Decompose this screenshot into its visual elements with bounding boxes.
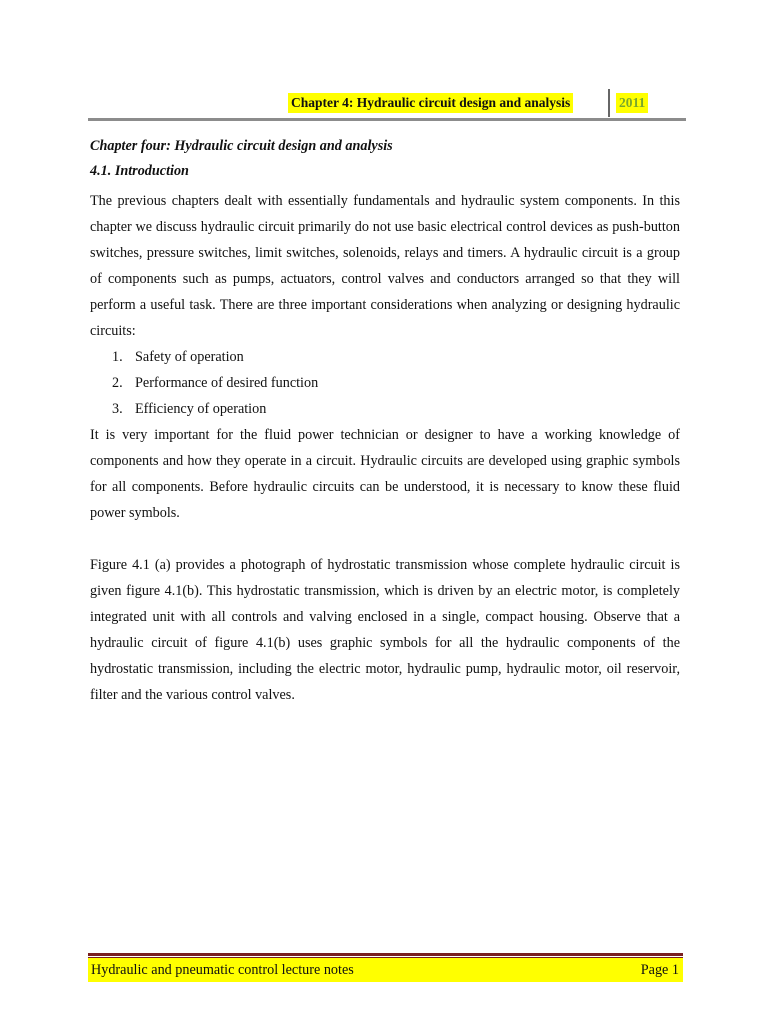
list-item-number: 3. [112, 401, 123, 417]
chapter-heading: Chapter four: Hydraulic circuit design and analysis [90, 138, 393, 154]
list-item [90, 344, 680, 370]
intro-paragraph: The previous chapters dealt with essentially fundamentals and hydraulic system components. In this chapter we discuss hydraulic circuit primarily do not use basic electrical control devices as push-button switches, pressure switches, limit switches, solenoids, relays and timers. A hydraulic circuit is a group of components such as pumps, actuators, control valves and conductors arranged so that they will perform a useful task. There are three important considerations when analyzing or designing hydraulic circuits: [90, 193, 680, 339]
considerations-list [90, 344, 680, 422]
list-item-number: 1. [112, 349, 123, 365]
paragraph-gap [90, 526, 680, 552]
header-year: 2011 [616, 93, 648, 113]
list-item-text: Efficiency of operation [135, 401, 267, 417]
list-item [90, 396, 680, 422]
page-number: Page 1 [640, 962, 679, 978]
figure-paragraph: Figure 4.1 (a) provides a photograph of hydrostatic transmission whose complete hydraulic circuit is given figure 4.1(b). This hydrostatic transmission, which is driven by an electric motor, is completely integrated unit with all controls and valving enclosed in a single, compact housing. Observe that a hydraulic circuit of figure 4.1(b) uses graphic symbols for all the hydraulic components of the hydrostatic transmission, including the electric motor, hydraulic pump, hydraulic motor, oil reservoir, filter and the various control valves. [90, 557, 680, 703]
list-item-text: Performance of desired function [135, 375, 319, 391]
list-item-text: Safety of operation [135, 349, 244, 365]
list-item [90, 370, 680, 396]
footer-rule [88, 953, 683, 956]
list-item-number: 2. [112, 375, 123, 391]
header-rule [88, 118, 686, 121]
header-title: Chapter 4: Hydraulic circuit design and analysis [288, 93, 573, 113]
footer-title: Hydraulic and pneumatic control lecture notes [91, 962, 354, 978]
section-heading: 4.1. Introduction [90, 163, 189, 179]
page-footer [88, 958, 683, 982]
symbols-paragraph: It is very important for the fluid power technician or designer to have a working knowledge of components and how they operate in a circuit. Hydraulic circuits are developed using graphic symbols for all components. Before hydraulic circuits can be understood, it is necessary to know these fluid power symbols. [90, 427, 680, 521]
header-separator [608, 89, 610, 117]
document-body [90, 136, 680, 708]
